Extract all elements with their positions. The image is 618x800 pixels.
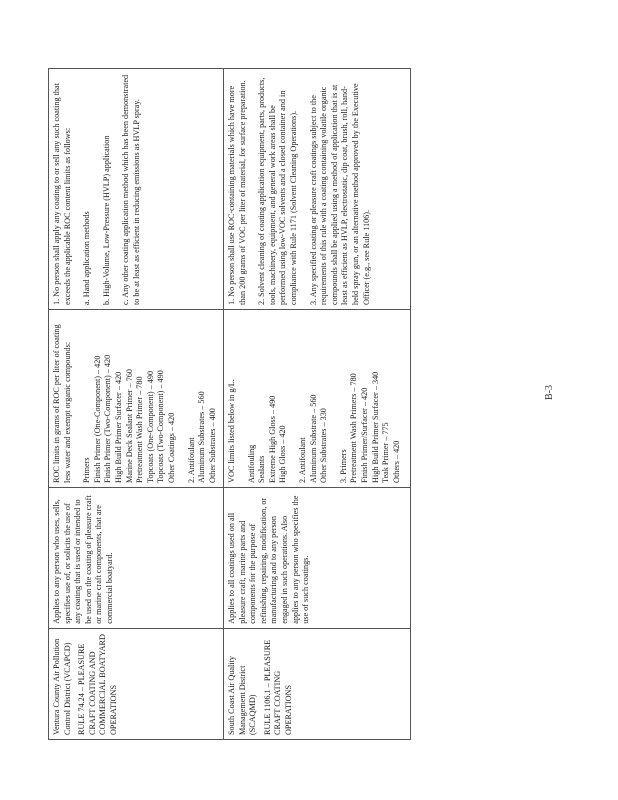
other-requirements-list: [52, 73, 143, 305]
text-line: 2. Antifoulant: [186, 437, 196, 483]
other-requirements-cell: [49, 69, 224, 310]
page-number: B-3: [544, 385, 555, 400]
text-line: Other Coatings – 420: [166, 412, 176, 483]
text-line: Pretreatment Wash Primer – 780: [135, 376, 145, 483]
text-line: Topcoats (Two-Component) – 490: [156, 370, 166, 483]
text-line: 3. Any specified coating or pleasure craft coatings subject to the requirements of this rule with a coating containing volatile organic compounds shall be applied using a method of application that is at least as efficient as HVLP, electrostatic, dip coat, brush, roll, hand-held spray gun, or an alternative method approved by the Executive Officer (e.g., see Rule 1106).: [308, 83, 371, 305]
text-line: 1. No person shall use ROC-containing materials which have more than 200 grams of VOC per liter of material, for surface preparation.: [227, 80, 247, 305]
text-line: Extreme High Gloss – 490: [267, 395, 277, 483]
text-line: Aluminum Substrate – 560: [308, 394, 318, 483]
line-gap: [73, 314, 82, 483]
other-requirements-cell: [224, 69, 411, 310]
text-line: Antifouling: [246, 444, 256, 483]
applicability-text: Applies to all coatings used on all pleasure craft, marine parts and components for the purpose of refinishing, repairing, modification, or manufacturing and to any person engaged in such operations. Also applies to any person who specifies the use of such coatings.: [227, 495, 311, 624]
voc-limits-cell: [224, 310, 411, 488]
rule-title: RULE 1106.1 – PLEASURE CRAFT COATING OPERATIONS: [262, 639, 293, 735]
text-line: 2. Solvent cleaning of coating application equipment, parts, products, tools, machinery, equipment, and general work areas shall be performed using low-VOC solvents and a closed container and in compliance with Rule 1171 (Solvent Cleaning Operations).: [257, 77, 298, 305]
line-gap: [112, 73, 121, 305]
text-line: b. High-Volume, Low-Pressure (HVLP) application: [101, 135, 111, 305]
text-line: Finish Primer (Two-Component) – 420: [103, 354, 113, 483]
text-line: Sealants: [257, 455, 267, 483]
voc-limits-list: [52, 314, 218, 483]
rule-title: RULE 74.24 – PLEASURE CRAFT COATING AND COMMERCIAL BOATYARD OPERATIONS: [77, 634, 118, 735]
text-line: Others – 420: [391, 440, 401, 483]
text-line: Primers: [82, 457, 92, 483]
line-gap: [330, 314, 339, 483]
text-line: High Gloss – 420: [278, 425, 288, 483]
text-line: Marine Deck Sealant Primer – 760: [124, 369, 134, 483]
text-line: ROC limits in grams of ROC per liter of coating less water and exempt organic compounds:: [52, 324, 72, 483]
applicability-text: Applies to any person who uses, sells, specifies use of, or solicits the use of any coating that is used or intended to be used on the coating of pleasure craft or marine craft components, that are commercial boatyard.: [52, 495, 114, 624]
text-line: a. Hand application methods: [82, 211, 92, 305]
text-line: Other Substrates – 400: [207, 408, 217, 483]
line-gap: [73, 73, 82, 305]
text-line: c. Any other coating application method which has been demonstrated to be at least as efficient in reducing emissions as HVLP spray.: [121, 74, 141, 305]
district-cell: [49, 628, 224, 739]
other-requirements-list: [227, 73, 372, 305]
text-line: Pretreatment Wash Primers – 780: [349, 373, 359, 483]
text-line: Other Substrates – 330: [319, 408, 329, 483]
applicability-cell: [49, 487, 224, 628]
text-line: Finish Primer/Surfacer – 420: [359, 387, 369, 483]
table-row: [49, 69, 224, 740]
text-line: Aluminum Substrates – 560: [197, 391, 207, 483]
line-gap: [178, 314, 187, 483]
voc-limits-list: [227, 314, 402, 483]
line-gap: [300, 73, 309, 305]
text-line: 2. Antifoulant: [297, 437, 307, 483]
district-name: South Coast Air Quality Management District (SCAQMD): [227, 656, 258, 735]
line-gap: [93, 73, 102, 305]
regulation-table: [48, 68, 411, 740]
line-gap: [238, 314, 247, 483]
text-line: Finish Primer (One-Component) – 420: [92, 355, 102, 483]
line-gap: [289, 314, 298, 483]
applicability-cell: [224, 487, 411, 628]
text-line: High Build Primer Surfacer – 420: [113, 371, 123, 483]
regulation-table-rotated: [48, 68, 410, 740]
district-name: Ventura County Air Pollution Control District (VCAPCD): [52, 638, 72, 735]
text-line: Topcoats (One-Component) – 490: [145, 370, 155, 483]
table-row: [224, 69, 411, 740]
text-line: Teak Primer – 775: [381, 422, 391, 483]
text-line: VOC limits listed below in g/L.: [227, 379, 236, 483]
text-line: High Build Primer Surfacer – 340: [370, 371, 380, 483]
voc-limits-cell: [49, 310, 224, 488]
text-line: 1. No person shall apply any coating to or sell any such coating that exceeds the applicable ROC content limits as follows:: [52, 83, 72, 305]
line-gap: [248, 73, 257, 305]
district-cell: [224, 628, 411, 739]
text-line: 3. Primers: [338, 449, 348, 483]
